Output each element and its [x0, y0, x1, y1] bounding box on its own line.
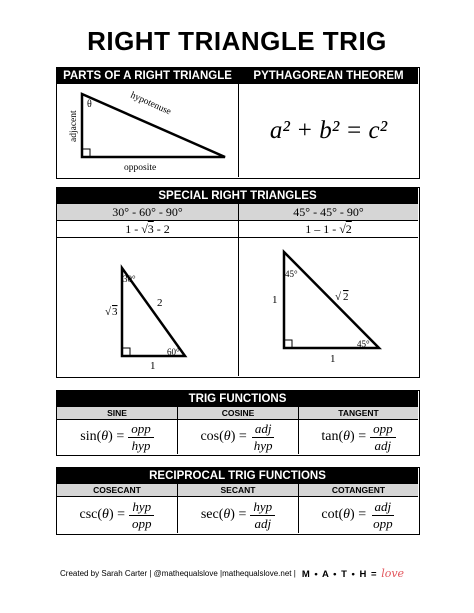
cosecant-formula: csc(θ) = $\frac{\text{hyp}}{\text{opp}}$ [57, 497, 177, 533]
adjacent-label: adjacent [69, 110, 79, 142]
svg-text:2: 2 [157, 297, 163, 309]
svg-text:√: √ [105, 306, 112, 318]
svg-text:1: 1 [272, 294, 278, 306]
sine-formula: sin(θ) = $\frac{\text{opp}}{\text{hyp}}$ [57, 420, 177, 454]
special-triangles-section [56, 187, 420, 378]
page-title: RIGHT TRIANGLE TRIG [87, 26, 387, 56]
footer-brand: M • A • T • H = love [301, 566, 405, 580]
triangle-45-45-90 [239, 238, 418, 376]
theta-label: θ [87, 99, 92, 110]
parts-pythagorean-section [56, 67, 420, 179]
svg-text:√: √ [335, 291, 342, 303]
svg-text:45°: 45° [357, 339, 370, 349]
cotangent-label: COTANGENT [331, 485, 386, 495]
svg-text:2: 2 [343, 291, 349, 303]
right-angles: 45° - 45° - 90° [293, 205, 364, 219]
secant-label: SECANT [220, 485, 256, 495]
triangle-30-60-90 [57, 238, 238, 376]
cosine-formula: cos(θ) = $\frac{\text{adj}}{\text{hyp}}$ [200, 420, 273, 453]
secant-formula: sec(θ) = $\frac{\text{hyp}}{\text{adj}}$ [178, 497, 298, 533]
pythagorean-formula: a² + b² = c² [269, 116, 388, 144]
parts-header: PARTS OF A RIGHT TRIANGLE [57, 68, 238, 84]
labeled-right-triangle [57, 84, 238, 177]
cosecant-label: COSECANT [93, 485, 141, 495]
tangent-formula: tan(θ) = $\frac{\text{opp}}{\text{adj}}$ [299, 420, 418, 454]
svg-text:1: 1 [330, 353, 336, 365]
svg-text:30°: 30° [123, 274, 136, 284]
svg-text:3: 3 [112, 306, 118, 318]
footer [60, 561, 440, 585]
trig-header: TRIG FUNCTIONS [57, 391, 418, 407]
pythagorean-header: PYTHAGOREAN THEOREM [239, 68, 418, 84]
footer-credit: Created by Sarah Carter | @mathequalslove |mathequalslove.net | [60, 568, 296, 578]
cosine-label: COSINE [221, 408, 255, 418]
left-angles: 30° - 60° - 90° [112, 205, 183, 219]
reciprocal-functions-section [56, 467, 420, 535]
sine-label: SINE [107, 408, 127, 418]
trig-functions-section [56, 390, 420, 456]
cotangent-formula: cot(θ) = $\frac{\text{adj}}{\text{opp}}$ [321, 498, 393, 531]
svg-text:45°: 45° [285, 269, 298, 279]
svg-text:60°: 60° [167, 347, 180, 357]
opposite-label: opposite [124, 163, 157, 173]
svg-text:1: 1 [150, 360, 156, 372]
left-ratio: 1 - √3 - 2 [125, 222, 170, 236]
special-header: SPECIAL RIGHT TRIANGLES [57, 188, 418, 204]
tangent-label: TANGENT [338, 408, 379, 418]
reciprocal-header: RECIPROCAL TRIG FUNCTIONS [57, 468, 418, 484]
love-logo: love [381, 566, 405, 580]
hypotenuse-label: hypotenuse [128, 90, 173, 118]
pythagorean-panel [239, 68, 418, 177]
parts-panel [57, 68, 238, 177]
right-ratio: 1 – 1 - √2 [305, 222, 352, 236]
